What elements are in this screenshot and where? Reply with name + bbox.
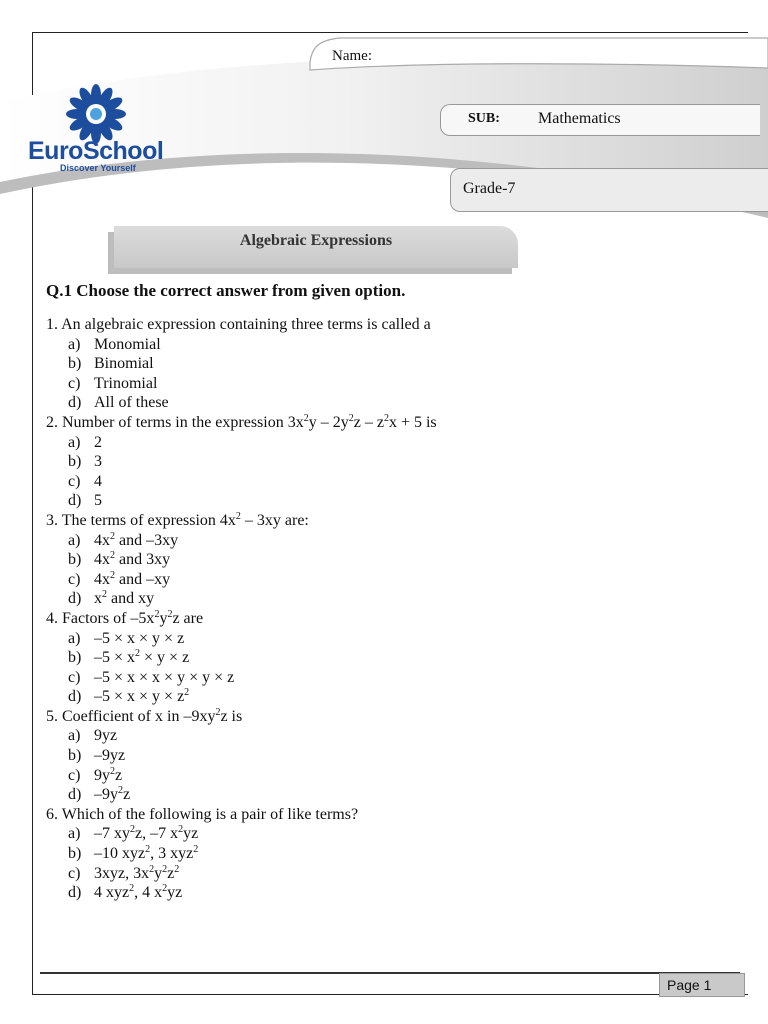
option-letter: b): [68, 845, 82, 863]
option-letter: b): [68, 453, 82, 471]
option-letter: d): [68, 884, 82, 902]
option-letter: c): [68, 374, 81, 392]
option-letter: d): [68, 492, 82, 510]
option-letter: a): [68, 825, 81, 843]
section-heading: Q.1 Choose the correct answer from given option.: [46, 281, 406, 300]
answer-option: [46, 335, 736, 355]
answer-option: [46, 648, 736, 668]
option-text: $4x^2$ and –xy: [94, 569, 171, 588]
question-stem: 4. Factors of $-5x^2y^2z$ are: [46, 608, 204, 627]
option-text: 4 xyz$^2$, 4 $x^2yz$: [94, 883, 183, 902]
option-text: –9yz: [94, 747, 126, 765]
footer-rule: [40, 972, 740, 974]
answer-option: [46, 766, 736, 786]
option-text: Monomial: [94, 335, 161, 353]
option-text: –10 xyz$^2$, 3 xyz$^2$: [94, 844, 199, 863]
answer-option: [46, 550, 736, 570]
grade-value: Grade-7: [463, 180, 516, 197]
option-text: 5: [94, 492, 102, 510]
answer-option: [46, 570, 736, 590]
question-stem: 2. Number of terms in the expression $3x^2y - 2y^2z - z^2x + 5$ is: [46, 412, 437, 431]
option-letter: b): [68, 551, 82, 569]
option-letter: a): [68, 335, 81, 353]
option-text: $-9y^2z$: [94, 785, 131, 804]
answer-option: [46, 746, 736, 766]
option-text: 3: [94, 453, 102, 471]
option-text: –5 × x × x × y × y × z: [94, 668, 235, 686]
question-stem: 1. An algebraic expression containing three terms is called a: [46, 316, 431, 333]
option-text: 4: [94, 472, 102, 490]
answer-option: [46, 883, 736, 903]
option-letter: b): [68, 355, 82, 373]
option-text: 9yz: [94, 727, 118, 745]
answer-option: [46, 864, 736, 884]
answer-option: [46, 393, 736, 413]
student-name-label: Name:: [332, 48, 372, 64]
answer-option: [46, 491, 736, 511]
answer-option: [46, 668, 736, 688]
option-letter: c): [68, 570, 81, 588]
option-letter: d): [68, 688, 82, 706]
option-letter: c): [68, 472, 81, 490]
answer-option: [46, 374, 736, 394]
answer-option: [46, 589, 736, 609]
answer-option: [46, 844, 736, 864]
logo-tagline: Discover Yourself: [60, 163, 136, 173]
question-stem: 6. Which of the following is a pair of like terms?: [46, 805, 359, 823]
option-letter: b): [68, 649, 82, 667]
option-text: $x^2$ and xy: [94, 589, 155, 608]
option-letter: a): [68, 629, 81, 647]
option-text: –7 $xy^2z$, –7 $x^2yz$: [94, 824, 199, 843]
answer-option: [46, 452, 736, 472]
option-letter: c): [68, 864, 81, 882]
option-text: $4x^2$ and 3xy: [94, 550, 171, 569]
option-letter: d): [68, 786, 82, 804]
euroschool-logo-text: EuroSchool: [28, 137, 164, 165]
option-letter: c): [68, 766, 81, 784]
option-letter: c): [68, 668, 81, 686]
page-number: Page 1: [667, 977, 712, 993]
question-stem: 3. The terms of expression $4x^2 - 3xy$ are:: [46, 510, 309, 529]
answer-option: [46, 531, 736, 551]
option-text: All of these: [94, 394, 169, 412]
option-text: 3xyz, $3x^2y^2z^2$: [94, 863, 180, 882]
option-letter: d): [68, 590, 82, 608]
option-text: –5 × x × y × z: [94, 629, 185, 647]
subject-label: SUB:: [468, 111, 500, 126]
option-letter: b): [68, 747, 82, 765]
option-letter: a): [68, 531, 81, 549]
question-stem: 5. Coefficient of x in $-9xy^2z$ is: [46, 706, 243, 725]
answer-option: [46, 354, 736, 374]
worksheet-title: Algebraic Expressions: [239, 232, 393, 249]
answer-option: [46, 433, 736, 453]
option-letter: d): [68, 394, 82, 412]
subject-value: Mathematics: [538, 110, 621, 127]
option-letter: a): [68, 433, 81, 451]
option-text: Binomial: [94, 355, 154, 373]
option-text: $9y^2z$: [94, 765, 123, 784]
answer-option: [46, 726, 736, 746]
question-list: [46, 315, 736, 903]
option-letter: a): [68, 727, 81, 745]
option-text: $-5 \times x^2 \times y \times z$: [94, 648, 190, 667]
answer-option: [46, 629, 736, 649]
answer-option: [46, 472, 736, 492]
option-text: $4x^2$ and –3xy: [94, 530, 179, 549]
option-text: Trinomial: [94, 374, 158, 392]
option-text: 2: [94, 433, 102, 451]
option-text: $-5 \times x \times y \times z^2$: [94, 687, 190, 706]
answer-option: [46, 824, 736, 844]
answer-option: [46, 687, 736, 707]
answer-option: [46, 785, 736, 805]
